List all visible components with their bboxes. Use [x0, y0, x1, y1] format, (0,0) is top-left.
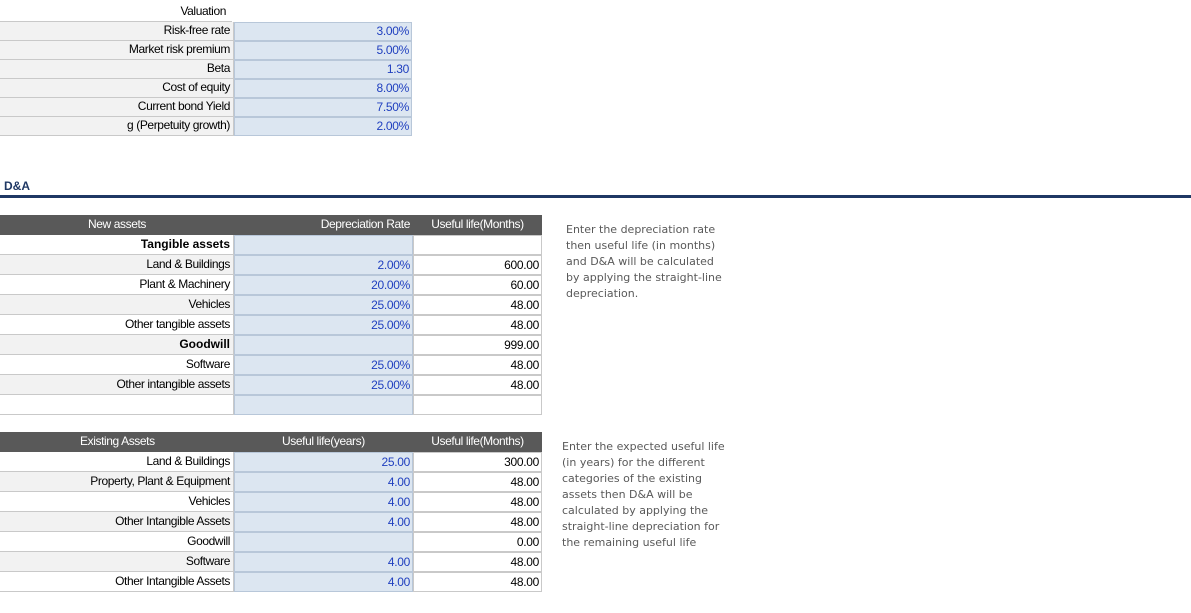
valuation-row-input[interactable]: 8.00%: [234, 79, 412, 98]
section-rule: [0, 195, 1191, 198]
new-asset-rate-input[interactable]: 2.00%: [234, 255, 413, 275]
valuation-row-label: Cost of equity: [0, 79, 234, 98]
existing-assets-years-header: Useful life(years): [234, 432, 413, 452]
new-assets-note: Enter the depreciation rate then useful life (in months) and D&A will be calculated by applying the straight-line depreciation.: [566, 223, 722, 300]
new-asset-rate-input[interactable]: 25.00%: [234, 295, 413, 315]
existing-asset-label: Goodwill: [0, 532, 234, 552]
new-asset-life-cell: 48.00: [413, 295, 542, 315]
existing-asset-label: Land & Buildings: [0, 452, 234, 472]
new-asset-life-cell: [413, 235, 542, 255]
valuation-row-input[interactable]: 7.50%: [234, 98, 412, 117]
valuation-title-input-area: [234, 2, 412, 23]
new-asset-life-cell: 600.00: [413, 255, 542, 275]
new-assets-life-header: Useful life(Months): [413, 215, 542, 235]
new-asset-life-cell: 48.00: [413, 355, 542, 375]
existing-assets-life-header: Useful life(Months): [413, 432, 542, 452]
existing-asset-years-input[interactable]: 4.00: [234, 572, 413, 592]
valuation-row-input[interactable]: 2.00%: [234, 117, 412, 136]
valuation-row-label: g (Perpetuity growth): [0, 117, 234, 136]
new-asset-life-cell: 60.00: [413, 275, 542, 295]
existing-asset-label: Vehicles: [0, 492, 234, 512]
new-asset-rate-input[interactable]: [234, 335, 413, 355]
new-asset-label: Land & Buildings: [0, 255, 234, 275]
existing-asset-years-input[interactable]: 4.00: [234, 552, 413, 572]
existing-asset-years-input[interactable]: 4.00: [234, 492, 413, 512]
valuation-row-input[interactable]: 3.00%: [234, 22, 412, 41]
new-asset-label: Goodwill: [0, 335, 234, 355]
valuation-row-label: Market risk premium: [0, 41, 234, 60]
existing-asset-life-cell: 48.00: [413, 492, 542, 512]
section-title: D&A: [4, 179, 30, 193]
valuation-row-input[interactable]: 1.30: [234, 60, 412, 79]
valuation-row-label: Beta: [0, 60, 234, 79]
new-asset-rate-input[interactable]: [234, 235, 413, 255]
new-assets-rate-header: Depreciation Rate: [234, 215, 413, 235]
new-asset-rate-input[interactable]: 20.00%: [234, 275, 413, 295]
existing-asset-life-cell: 300.00: [413, 452, 542, 472]
existing-asset-years-input[interactable]: 4.00: [234, 512, 413, 532]
existing-asset-years-input[interactable]: [234, 532, 413, 552]
new-asset-life-cell: 999.00: [413, 335, 542, 355]
existing-assets-note: Enter the expected useful life (in years) for the different categories of the existing assets then D&A will be calculated by applying the straight-line depreciation for the remaining useful life: [562, 440, 725, 549]
existing-asset-life-cell: 48.00: [413, 552, 542, 572]
existing-asset-life-cell: 48.00: [413, 572, 542, 592]
existing-asset-life-cell: 0.00: [413, 532, 542, 552]
new-asset-label: [0, 395, 234, 415]
new-asset-rate-input[interactable]: 25.00%: [234, 375, 413, 395]
existing-asset-label: Other Intangible Assets: [0, 572, 234, 592]
existing-asset-label: Software: [0, 552, 234, 572]
existing-asset-life-cell: 48.00: [413, 512, 542, 532]
valuation-title: Valuation: [0, 2, 232, 22]
existing-assets-header: Existing Assets: [0, 432, 234, 452]
existing-asset-label: Other Intangible Assets: [0, 512, 234, 532]
new-asset-rate-input[interactable]: 25.00%: [234, 315, 413, 335]
new-asset-label: Other tangible assets: [0, 315, 234, 335]
existing-asset-life-cell: 48.00: [413, 472, 542, 492]
new-asset-rate-input[interactable]: 25.00%: [234, 355, 413, 375]
valuation-row-label: Risk-free rate: [0, 22, 234, 41]
existing-asset-years-input[interactable]: 4.00: [234, 472, 413, 492]
new-asset-label: Tangible assets: [0, 235, 234, 255]
valuation-row-label: Current bond Yield: [0, 98, 234, 117]
new-asset-label: Plant & Machinery: [0, 275, 234, 295]
new-asset-life-cell: 48.00: [413, 315, 542, 335]
existing-asset-label: Property, Plant & Equipment: [0, 472, 234, 492]
new-asset-life-cell: 48.00: [413, 375, 542, 395]
new-assets-header: New assets: [0, 215, 234, 235]
new-asset-life-cell: [413, 395, 542, 415]
existing-asset-years-input[interactable]: 25.00: [234, 452, 413, 472]
new-asset-label: Software: [0, 355, 234, 375]
valuation-row-input[interactable]: 5.00%: [234, 41, 412, 60]
new-asset-label: Other intangible assets: [0, 375, 234, 395]
new-asset-label: Vehicles: [0, 295, 234, 315]
new-asset-rate-input[interactable]: [234, 395, 413, 415]
